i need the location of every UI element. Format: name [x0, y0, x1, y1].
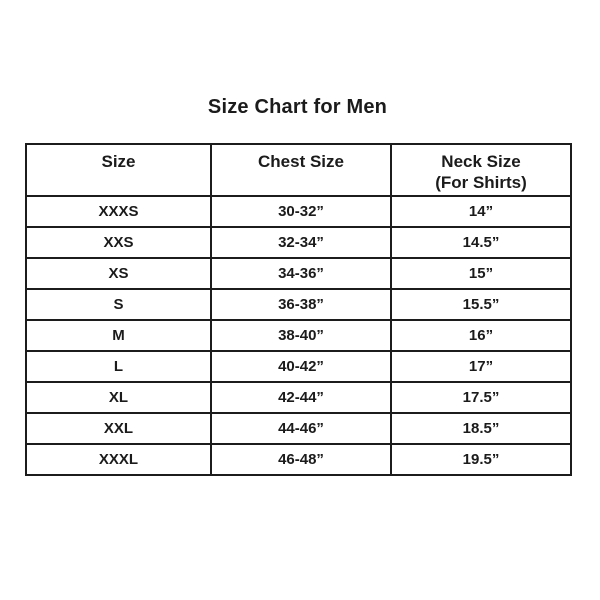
chest-cell: 46-48” [211, 444, 391, 475]
page-title: Size Chart for Men [207, 96, 388, 118]
chest-cell: 40-42” [211, 351, 391, 382]
chest-cell: 32-34” [211, 227, 391, 258]
header-size-label: Size [101, 152, 136, 171]
size-chart-container [25, 96, 570, 476]
neck-cell: 17” [391, 351, 571, 382]
table-row [26, 351, 571, 382]
table-row [26, 320, 571, 351]
chest-cell: 30-32” [211, 196, 391, 227]
table-header-row [26, 144, 571, 196]
header-chest-label: Chest Size [258, 152, 344, 171]
neck-cell: 14” [391, 196, 571, 227]
size-cell: M [26, 320, 211, 351]
size-cell: XL [26, 382, 211, 413]
neck-cell: 19.5” [391, 444, 571, 475]
size-cell: XXXL [26, 444, 211, 475]
neck-cell: 15” [391, 258, 571, 289]
table-row [26, 258, 571, 289]
table-row [26, 413, 571, 444]
header-neck-sublabel: (For Shirts) [435, 173, 527, 192]
neck-cell: 16” [391, 320, 571, 351]
size-cell: XXXS [26, 196, 211, 227]
size-cell: L [26, 351, 211, 382]
header-neck-size [391, 144, 571, 196]
chest-cell: 44-46” [211, 413, 391, 444]
table-row [26, 444, 571, 475]
chest-cell: 36-38” [211, 289, 391, 320]
neck-cell: 17.5” [391, 382, 571, 413]
chest-cell: 42-44” [211, 382, 391, 413]
header-neck-label: Neck Size [441, 152, 521, 171]
header-chest-size [211, 144, 391, 196]
table-row [26, 382, 571, 413]
size-cell: XXL [26, 413, 211, 444]
neck-cell: 15.5” [391, 289, 571, 320]
neck-cell: 18.5” [391, 413, 571, 444]
size-cell: XS [26, 258, 211, 289]
size-cell: XXS [26, 227, 211, 258]
table-row [26, 289, 571, 320]
chest-cell: 34-36” [211, 258, 391, 289]
size-cell: S [26, 289, 211, 320]
size-chart-table [25, 143, 572, 476]
table-row [26, 196, 571, 227]
header-size [26, 144, 211, 196]
table-row [26, 227, 571, 258]
neck-cell: 14.5” [391, 227, 571, 258]
chest-cell: 38-40” [211, 320, 391, 351]
